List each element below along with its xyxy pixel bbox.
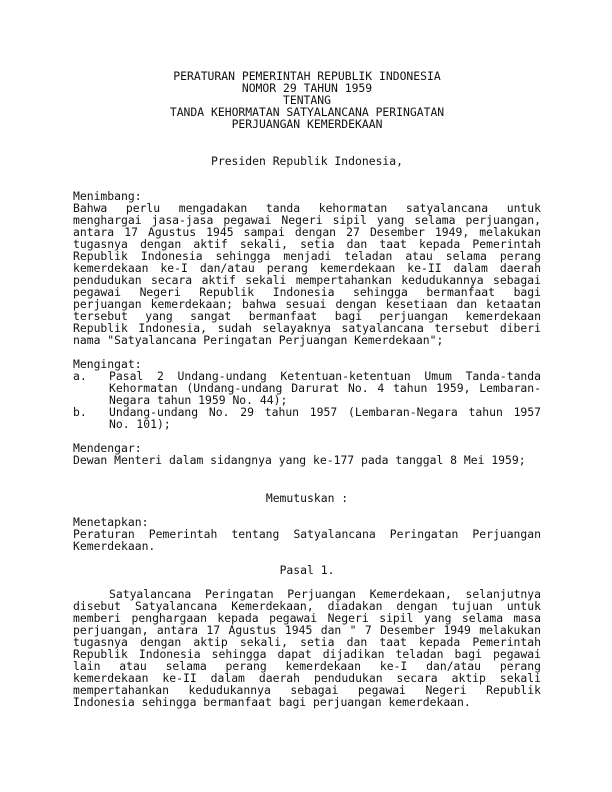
list-item-label: b.	[73, 405, 87, 419]
text-line: Republik Indonesia, sudah selayaknya satyalancana tersebut diberi	[73, 321, 541, 335]
text-line: disebut Satyalancana Kemerdekaan, diadakan dengan tujuan untuk	[73, 599, 541, 613]
list-item	[73, 406, 541, 430]
section-heading: Mengingat:	[73, 357, 142, 371]
text-line: Pasal 2 Undang-undang Ketentuan-ketentuan Umum Tanda-tanda	[109, 369, 541, 383]
text-line: No. 101);	[109, 417, 171, 431]
text-line: Indonesia sehingga bermanfaat bagi perjuangan kemerdekaan.	[73, 695, 471, 709]
title-line: TANDA KEHORMATAN SATYALANCANA PERINGATAN	[169, 105, 445, 119]
title-line: NOMOR 29 TAHUN 1959	[241, 81, 373, 95]
text-line: Republik Indonesia sehingga menjadi teladan atau selama perang	[73, 249, 541, 263]
text-line: memberi penghargaan kepada pegawai Negeri sipil yang selama masa	[73, 611, 541, 625]
text-line: Republik Indonesia sehingga dapat dijadikan teladan bagi pegawai	[73, 647, 541, 661]
text-line: menghargai jasa-jasa pegawai Negeri sipil yang selama perjuangan,	[73, 213, 541, 227]
text-line: Kemerdekaan.	[73, 539, 156, 553]
text-line: pegawai Negeri Republik Indonesia sehingga bermanfaat bagi	[73, 285, 541, 299]
text-line: Kehormatan (Undang-undang Darurat No. 4 tahun 1959, Lembaran-	[109, 381, 541, 395]
section-heading: Menimbang:	[73, 189, 142, 203]
title-line: PERATURAN PEMERINTAH REPUBLIK INDONESIA	[173, 69, 441, 83]
text-line: mempertahankan kedudukannya sebagai pegawai Negeri Republik	[73, 683, 541, 697]
text-line: pendudukan secara aktif sekali mempertahankan kedudukannya sebagai	[73, 273, 541, 287]
document-title	[73, 70, 541, 130]
text-line: tersebut yang sangat bermanfaat bagi perjuangan kemerdekaan	[73, 309, 541, 323]
text-line: kemerdekaan ke-I dan/atau perang kemerdekaan ke-II dalam daerah	[73, 261, 541, 275]
section-mengingat	[73, 358, 541, 430]
text-line: kemerdekaan ke-II dalam daerah pendudukan secara aktip sekali	[73, 671, 541, 685]
text-line: perjuangan, antara 17 Agustus 1945 dan " 7 Desember 1949 melakukan	[73, 623, 541, 637]
text-line: Satyalancana Peringatan Perjuangan Kemerdekaan, selanjutnya	[109, 587, 541, 601]
section-menimbang	[73, 190, 541, 346]
pasal-1-heading: Pasal 1.	[279, 563, 335, 577]
title-line: TENTANG	[282, 93, 331, 107]
list-item	[73, 370, 541, 406]
president-line: Presiden Republik Indonesia,	[210, 154, 404, 168]
text-line: Undang-undang No. 29 tahun 1957 (Lembaran-Negara tahun 1957	[109, 405, 541, 419]
section-menetapkan	[73, 516, 541, 552]
text-line: Dewan Menteri dalam sidangnya yang ke-177 pada tanggal 8 Mei 1959;	[73, 453, 526, 467]
text-line: Negara tahun 1959 No. 44);	[109, 393, 288, 407]
text-line: lain atau selama perang kemerdekaan ke-I dan/atau perang	[73, 659, 541, 673]
text-line: tugasnya dengan aktif sekali, setia dan taat kepada Pemerintah	[73, 237, 541, 251]
pasal-1-body	[73, 588, 541, 708]
section-heading: Mendengar:	[73, 441, 142, 455]
text-line: nama "Satyalancana Peringatan Perjuangan Kemerdekaan";	[73, 333, 444, 347]
section-heading: Menetapkan:	[73, 515, 149, 529]
section-mendengar	[73, 442, 541, 466]
text-line: tugasnya dengan aktip sekali, setia dan taat kepada Pemerintah	[73, 635, 541, 649]
text-line: perjuangan kemerdekaan; bahwa sesuai dengan kesetiaan dan ketaatan	[73, 297, 541, 311]
memutuskan-heading: Memutuskan :	[265, 491, 349, 505]
title-line: PERJUANGAN KEMERDEKAAN	[231, 117, 383, 131]
text-line: Bahwa perlu mengadakan tanda kehormatan satyalancana untuk	[73, 201, 541, 215]
text-line: antara 17 Agustus 1945 sampai dengan 27 Desember 1949, melakukan	[73, 225, 541, 239]
list-item-label: a.	[73, 369, 87, 383]
text-line: Peraturan Pemerintah tentang Satyalancana Peringatan Perjuangan	[73, 527, 541, 541]
